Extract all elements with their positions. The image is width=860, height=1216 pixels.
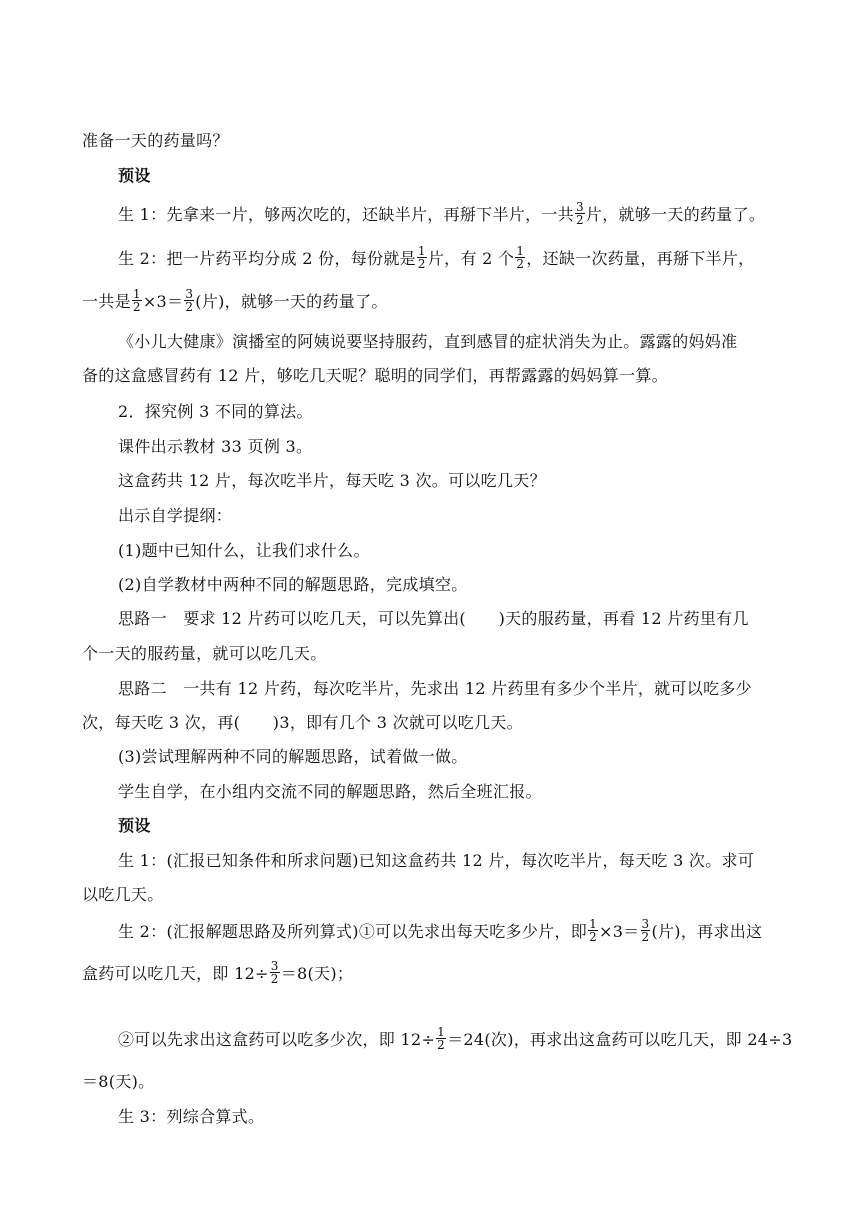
text-line: 出示自学提纲： — [118, 506, 233, 525]
text-line: 个一天的服药量，就可以吃几天。 — [82, 644, 327, 663]
text-line: 思路二 一共有 12 片药，每次吃半片，先求出 12 片药里有多少个半片，就可以吃多少 — [118, 679, 752, 698]
text-segment: (片)，就够一天的药量了。 — [195, 292, 388, 311]
text-segment: 盒药可以吃几天，即 12÷ — [82, 964, 269, 983]
text-line: (1)题中已知什么，让我们求什么。 — [118, 541, 370, 560]
text-line: 学生自学，在小组内交流不同的解题思路，然后全班汇报。 — [118, 782, 542, 801]
text-line — [82, 959, 782, 987]
text-segment: 生 2：(汇报解题思路及所列算式)①可以先求出每天吃多少片，即 — [118, 922, 588, 941]
text-line: ＝8(天)。 — [82, 1072, 155, 1091]
text-line: 准备一天的药量吗？ — [82, 131, 229, 150]
text-line — [118, 244, 782, 272]
fraction-denominator: 2 — [641, 930, 650, 944]
fraction — [436, 1026, 446, 1051]
text-segment: 一共是 — [82, 292, 131, 311]
text-line: (2)自学教材中两种不同的解题思路，完成填空。 — [118, 575, 468, 594]
fraction-numerator: 1 — [417, 244, 426, 258]
text-line: 生 3：列综合算式。 — [118, 1107, 265, 1126]
fraction — [184, 288, 194, 313]
text-line — [82, 287, 782, 315]
text-line: 以吃几天。 — [82, 885, 164, 904]
text-line: 生 1：(汇报已知条件和所求问题)已知这盒药共 12 片，每次吃半片，每天吃 3 次。求可 — [118, 851, 755, 870]
text-line — [118, 1025, 793, 1053]
text-segment: ×3＝ — [142, 292, 184, 311]
section-heading: 预设 — [118, 166, 151, 185]
text-line — [118, 200, 782, 228]
text-segment: (片)，再求出这 — [651, 922, 763, 941]
fraction-numerator: 3 — [185, 287, 194, 301]
text-line: 备的这盒感冒药有 12 片，够吃几天呢？聪明的同学们，再帮露露的妈妈算一算。 — [82, 366, 668, 385]
fraction-numerator: 1 — [437, 1025, 446, 1039]
text-segment: 生 1：先拿来一片，够两次吃的，还缺半片，再掰下半片，一共 — [118, 205, 574, 224]
fraction-denominator: 2 — [132, 300, 141, 314]
text-line: 次，每天吃 3 次，再( )3，即有几个 3 次就可以吃几天。 — [82, 713, 523, 732]
text-line: 这盒药共 12 片，每次吃半片，每天吃 3 次。可以吃几天？ — [118, 471, 546, 490]
fraction-denominator: 2 — [417, 257, 426, 271]
fraction-denominator: 2 — [516, 257, 525, 271]
fraction-denominator: 2 — [437, 1038, 446, 1052]
section-heading: 预设 — [118, 816, 151, 835]
fraction-denominator: 2 — [589, 930, 597, 944]
fraction-numerator: 3 — [641, 917, 650, 931]
fraction — [417, 245, 427, 270]
text-line: (3)尝试理解两种不同的解题思路，试着做一做。 — [118, 747, 468, 766]
text-segment: ×3＝ — [599, 922, 640, 941]
fraction — [575, 201, 585, 226]
fraction-numerator: 1 — [132, 287, 141, 301]
text-segment: ＝8(天)； — [280, 964, 354, 983]
text-line: 2．探究例 3 不同的算法。 — [118, 402, 313, 421]
fraction — [588, 918, 598, 943]
fraction-numerator: 1 — [589, 917, 597, 931]
text-segment: 生 2：把一片药平均分成 2 份，每份就是 — [118, 249, 416, 268]
fraction-numerator: 1 — [516, 244, 525, 258]
text-segment: ②可以先求出这盒药可以吃多少次，即 12÷ — [118, 1030, 436, 1049]
text-segment: 片，就够一天的药量了。 — [585, 205, 766, 224]
fraction — [515, 245, 525, 270]
fraction — [270, 960, 280, 985]
text-line — [118, 917, 782, 945]
fraction-denominator: 2 — [270, 972, 279, 986]
text-segment: 片，有 2 个 — [427, 249, 515, 268]
fraction — [641, 918, 651, 943]
fraction-denominator: 2 — [575, 213, 584, 227]
text-line: 《小儿大健康》演播室的阿姨说要坚持服药，直到感冒的症状消失为止。露露的妈妈准 — [118, 332, 738, 351]
text-line: 思路一 要求 12 片药可以吃几天，可以先算出( )天的服药量，再看 12 片药里有几 — [118, 609, 749, 628]
fraction-numerator: 3 — [575, 200, 584, 214]
fraction-denominator: 2 — [185, 300, 194, 314]
fraction — [132, 288, 142, 313]
text-segment: ＝24(次)，再求出这盒药可以吃几天，即 24÷3 — [447, 1030, 793, 1049]
fraction-numerator: 3 — [270, 959, 279, 973]
text-segment: ，还缺一次药量，再掰下半片， — [526, 249, 755, 268]
text-line: 课件出示教材 33 页例 3。 — [118, 437, 313, 456]
